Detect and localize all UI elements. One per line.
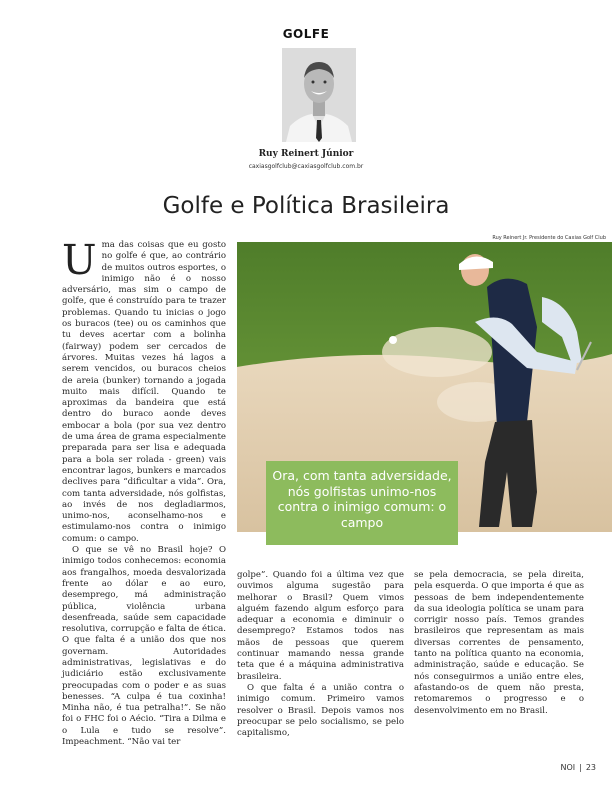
author-email: caxiasgolfclub@caxiasgolfclub.com.br	[248, 163, 364, 170]
article-title: Golfe e Política Brasileira	[162, 193, 450, 219]
author-name: Ruy Reinert Júnior	[258, 149, 354, 159]
author-photo	[282, 48, 356, 142]
article-column-3	[414, 570, 584, 717]
article-column-2	[237, 570, 404, 739]
pull-quote: Ora, com tanta adversidade, nós golfistas unimo-nos contra o inimigo comum: o campo	[266, 461, 458, 545]
folio-separator: |	[579, 763, 582, 772]
paragraph-3-continued: se pela democracia, se pela direita, pela esquerda. O que importa é que as pessoas de bem independentemente da sua ideologia política se unam para corrigir nosso país. Temos grandes brasileiros que representam as mais diversas correntes de pensamento, tanto na política quanto na economia, administração, saúde e educação. Se nós conseguirmos a união entre eles, afastando-os de quem não presta, retomaremos o progresso e o desenvolvimento em no Brasil.	[414, 570, 584, 716]
paragraph-2: O que se vê no Brasil hoje? O inimigo todos conhecemos: economia aos frangalhos, moeda desvalorizada frente ao dólar e ao euro, desemprego, má administração pública, violência urbana desenfreada, saúde sem capacidade resolutiva, corrupção e falta de ética. O que falta é a união dos que nos governam. Autoridades administrativas, legislativas e do judiciário estão exclusivamente preocupadas com o poder e as suas benesses. “A culpa é tua coxinha! Minha não, é tua petralha!”. Se não foi o FHC foi o Aécio. “Tira a Dilma e o Lula e tudo se resolve”. Impeachment. “Não vai ter	[62, 545, 226, 748]
paragraph-1-text: ma das coisas que eu gosto no golfe é que, ao contrário de muitos outros esportes, o inimigo não é o nosso adversário, mas sim o campo de golfe, que é construído para te trazer problemas. Quando tu inicias o jogo os buracos (tee) ou os caminhos que tu deves acertar com a bolinha (fairway) podem ser cercados de árvores. Muitas vezes há lagos a serem vencidos, ou buracos cheios de areia (bunker) tornando a jogada muito mais difícil. Quando te aproximas da bandeira que está dentro do buraco aonde deves embocar a bola (por sua vez dentro de uma área de grama especialmente preparada para ser lisa e adequada para a bola ser rolada - green) vais encontrar lagos, bunkers e marcados declives para “dificultar a vida”. Ora, com tanta adversidade, nós golfistas, ao invés de nos degladiarmos, unimo-nos, aconselhamo-nos e estimulamo-nos contra o inimigo comum: o campo.	[62, 240, 226, 544]
section-label: GOLFE	[282, 27, 330, 41]
paragraph-1	[62, 236, 226, 545]
article-column-1	[62, 236, 226, 748]
magazine-name: NOI	[560, 763, 576, 772]
drop-cap: U	[62, 236, 97, 284]
paragraph-2-continued: golpe”. Quando foi a última vez que ouvimos alguma sugestão para melhorar o Brasil? Quem vimos alguém fazendo algum esforço para adequar a economia e diminuir o desemprego? Estamos todos nas mãos de pessoas que querem continuar mamando nessa grande teta que é a máquina administrativa brasileira.	[237, 570, 404, 682]
photo-credit: Ruy Reinert Jr. Presidente do Caxias Golf Club	[492, 235, 606, 241]
paragraph-3: O que falta é a união contra o inimigo comum. Primeiro vamos resolver o Brasil. Depois vamos nos preocupar se pelo socialismo, se pelo capitalismo,	[237, 682, 404, 739]
page-folio	[560, 763, 596, 772]
author-portrait-image	[282, 48, 356, 142]
page-number: 23	[585, 763, 596, 772]
